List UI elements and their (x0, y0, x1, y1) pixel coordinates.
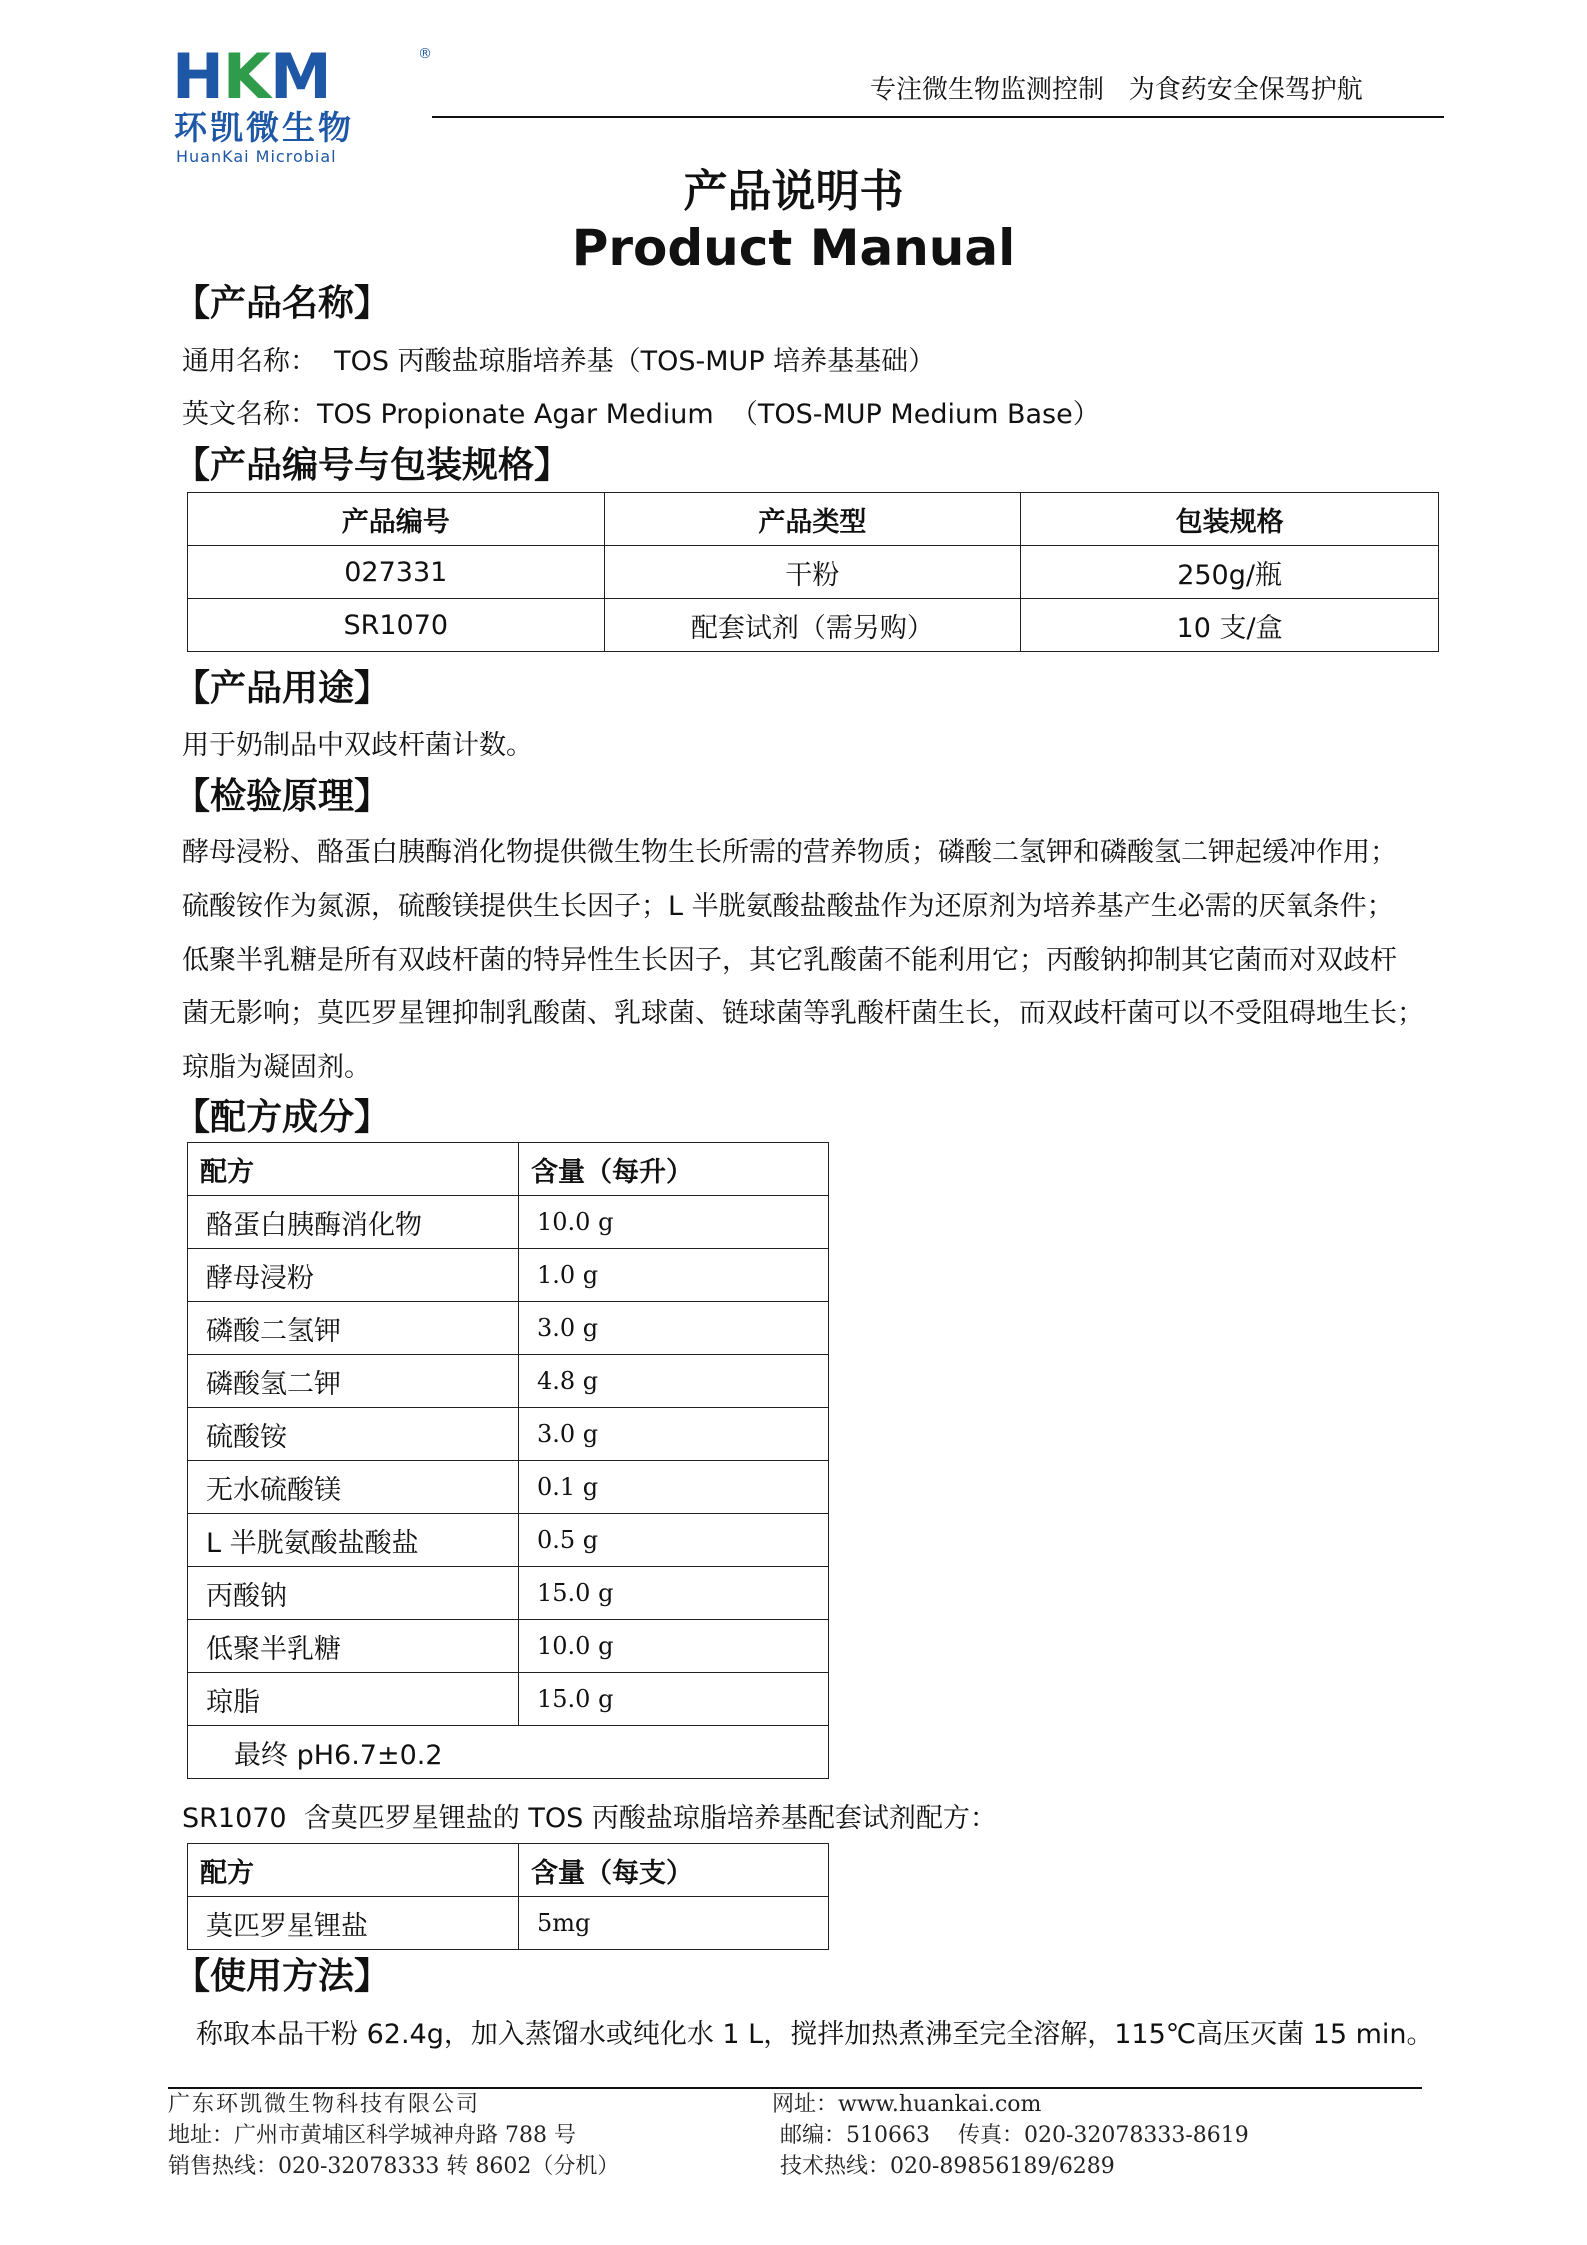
header-slogan: 专注微生物监测控制 为食药安全保驾护航 (870, 75, 1363, 105)
ingredient-amount: 0.5 g (519, 1514, 829, 1567)
table-header-row (188, 1143, 829, 1196)
method-text: 称取本品干粉 62.4g，加入蒸馏水或纯化水 1 L，搅拌加热煮沸至完全溶解，115℃高压灭菌 15 min。 (196, 2019, 1434, 2050)
logo-mark: HKM (172, 40, 331, 113)
ingredient-amount: 15.0 g (519, 1673, 829, 1726)
principle-line: 硫酸铵作为氮源，硫酸镁提供生长因子；L 半胱氨酸盐酸盐作为还原剂为培养基产生必需的厌氧条件； (182, 891, 1394, 922)
footer-tech-hotline: 技术热线：020-89856189/6289 (780, 2154, 1115, 2179)
table-row (188, 1620, 829, 1673)
footer-sales-hotline: 销售热线：020-32078333 转 8602（分机） (168, 2154, 620, 2179)
table-row (188, 1355, 829, 1408)
company-logo (172, 40, 434, 166)
table-header-cell: 含量（每升） (519, 1143, 829, 1196)
table-row (188, 1249, 829, 1302)
table-cell: SR1070 (188, 599, 605, 652)
table-cell: 027331 (188, 546, 605, 599)
english-name: 英文名称：TOS Propionate Agar Medium （TOS-MUP Medium Base） (182, 399, 1100, 430)
ph-row (188, 1726, 829, 1779)
ingredient-amount: 1.0 g (519, 1249, 829, 1302)
section-heading-principle: 【检验原理】 (174, 776, 391, 817)
table-row (188, 1897, 829, 1950)
table-header-cell: 包装规格 (1021, 493, 1439, 546)
table-cell: 配套试剂（需另购） (604, 599, 1021, 652)
table-cell: 干粉 (604, 546, 1021, 599)
package-table (187, 492, 1439, 652)
table-row (188, 1567, 829, 1620)
ingredient-amount: 3.0 g (519, 1408, 829, 1461)
ingredient-name: 酪蛋白胰酶消化物 (188, 1196, 519, 1249)
document-title-cn: 产品说明书 (683, 166, 904, 217)
ingredient-amount: 10.0 g (519, 1620, 829, 1673)
usage-text: 用于奶制品中双歧杆菌计数。 (182, 730, 533, 761)
formula-table (187, 1142, 829, 1779)
table-row (188, 1302, 829, 1355)
principle-line: 菌无影响；莫匹罗星锂抑制乳酸菌、乳球菌、链球菌等乳酸杆菌生长，而双歧杆菌可以不受阻碍地生长； (182, 998, 1424, 1029)
ingredient-name: 酵母浸粉 (188, 1249, 519, 1302)
footer-postal-fax: 邮编：510663 传真：020-32078333-8619 (780, 2123, 1249, 2148)
ingredient-name: 无水硫酸镁 (188, 1461, 519, 1514)
ingredient-name: 硫酸铵 (188, 1408, 519, 1461)
footer-divider (168, 2087, 1422, 2089)
section-heading-usage: 【产品用途】 (174, 668, 391, 709)
table-cell: 10 支/盒 (1021, 599, 1439, 652)
table-header-cell: 含量（每支） (519, 1844, 829, 1897)
table-header-cell: 配方 (188, 1844, 519, 1897)
ingredient-name: 丙酸钠 (188, 1567, 519, 1620)
ingredient-amount: 3.0 g (519, 1302, 829, 1355)
ingredient-amount: 0.1 g (519, 1461, 829, 1514)
table-header-row (188, 493, 1439, 546)
table-header-row (188, 1844, 829, 1897)
document-title-en: Product Manual (571, 219, 1016, 277)
table-cell: 250g/瓶 (1021, 546, 1439, 599)
table-row (188, 1196, 829, 1249)
ingredient-name: 磷酸氢二钾 (188, 1355, 519, 1408)
ingredient-name: 低聚半乳糖 (188, 1620, 519, 1673)
registered-mark: ® (418, 46, 432, 62)
supplement-table (187, 1843, 829, 1950)
table-row (188, 1673, 829, 1726)
principle-line: 琼脂为凝固剂。 (182, 1052, 371, 1083)
table-row (188, 599, 1439, 652)
common-name: 通用名称： TOS 丙酸盐琼脂培养基（TOS-MUP 培养基基础） (182, 346, 936, 377)
ingredient-amount: 5mg (519, 1897, 829, 1950)
section-heading-method: 【使用方法】 (174, 1956, 391, 1997)
footer-address: 地址：广州市黄埔区科学城神舟路 788 号 (168, 2123, 576, 2148)
supplement-title: SR1070 含莫匹罗星锂盐的 TOS 丙酸盐琼脂培养基配套试剂配方： (182, 1803, 997, 1834)
header-divider (432, 116, 1444, 118)
section-heading-package: 【产品编号与包装规格】 (174, 445, 571, 486)
principle-line: 酵母浸粉、酪蛋白胰酶消化物提供微生物生长所需的营养物质；磷酸二氢钾和磷酸氢二钾起缓冲作用； (182, 837, 1397, 868)
logo-chinese-name: 环凯微生物 (174, 108, 354, 147)
ingredient-name: 莫匹罗星锂盐 (188, 1897, 519, 1950)
table-row (188, 546, 1439, 599)
principle-line: 低聚半乳糖是所有双歧杆菌的特异性生长因子，其它乳酸菌不能利用它；丙酸钠抑制其它菌而对双歧杆 (182, 945, 1397, 976)
final-ph: 最终 pH6.7±0.2 (188, 1726, 829, 1779)
logo-english-name: HuanKai Microbial (176, 147, 337, 166)
ingredient-amount: 15.0 g (519, 1567, 829, 1620)
section-heading-formula: 【配方成分】 (174, 1097, 391, 1138)
footer-company: 广东环凯微生物科技有限公司 (168, 2092, 481, 2117)
footer-website: 网址：www.huankai.com (772, 2092, 1042, 2117)
ingredient-amount: 4.8 g (519, 1355, 829, 1408)
section-heading-product-name: 【产品名称】 (174, 283, 391, 324)
ingredient-amount: 10.0 g (519, 1196, 829, 1249)
table-row (188, 1408, 829, 1461)
table-row (188, 1514, 829, 1567)
ingredient-name: 磷酸二氢钾 (188, 1302, 519, 1355)
ingredient-name: 琼脂 (188, 1673, 519, 1726)
table-header-cell: 产品类型 (604, 493, 1021, 546)
table-header-cell: 产品编号 (188, 493, 605, 546)
table-row (188, 1461, 829, 1514)
ingredient-name: L 半胱氨酸盐酸盐 (188, 1514, 519, 1567)
table-header-cell: 配方 (188, 1143, 519, 1196)
